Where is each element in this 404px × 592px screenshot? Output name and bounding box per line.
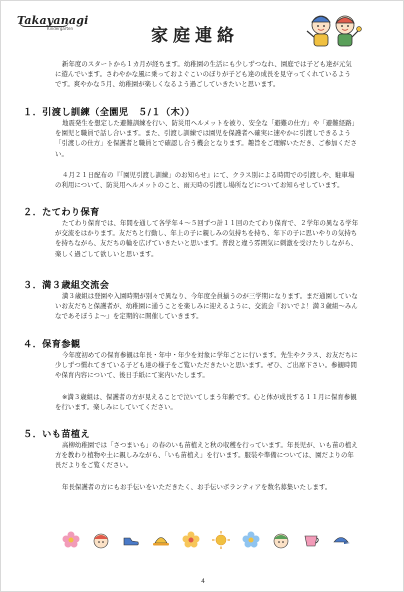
section-4-paragraph-1: 今年度初めての保育参観は年長・年中・年少を対象に学年ごとに行います。先生やクラス、お友だちに少しずつ慣れてきている子ども達の様子をご覧いただきたいと思います。ぜひ、ご出席下さい。参観時間や保育内容について、後日手紙にて案内いたします。 (55, 351, 358, 380)
section-4-paragraph-2: ※満３歳組は、保護者の方が見えることで泣いてしまう年齢です。心と体が成長する１１月に保育参観を行います。楽しみにしていてください。 (55, 393, 357, 412)
intro-paragraph: 新年度のスタートから１カ月が経ちます。幼稚園の生活にも少しずつなれ、園庭では子ども達が元気に遊んでいます。さわやかな風に乗っておよぐこいのぼりが子ども達の成長を見守ってくれているようです。爽やかな５月、幼稚園が楽しくなるよう過ごしていきたいと思います。 (55, 60, 352, 89)
section-title-1: １．引渡し訓練（全園児 ５/１（木）） (23, 107, 195, 118)
section-title-5: ５．いも苗植え (23, 429, 91, 440)
section-5-paragraph-2: 年長保護者の方にもお手伝いをいただきたく、お手伝いボランティアを数名募集いたします。 (62, 483, 332, 491)
child-face-icon (271, 530, 291, 550)
logo-subtitle: Kindergarten (47, 26, 74, 31)
section-5-paragraph-1: 高柳幼稚園では「さつまいも」の春のいも苗植えと秋の収穫を行っています。年長児が、いも苗の植え方を教わり植物や土に親しみながら、「いも苗植え」を行います。服装や準備については、園だよりの年長だよりをご覧ください。 (55, 441, 358, 470)
section-1-paragraph-1: 地震発生を想定した避難訓練を行い、防災用ヘルメットを被り、安全な「避難の仕方」や「避難経路」を園児と職員で話し合います。また、引渡し訓練では園児を保護者へ確実に速やかに引渡しできるよう「引渡しの仕方」を保護者と職員とで確認し合う機会となります。趣旨をご理解いただき、ご参加ください。 (55, 119, 359, 158)
kids-illustration-icon (301, 9, 365, 51)
section-title-4: ４．保育参観 (23, 339, 81, 350)
logo (17, 9, 89, 37)
section-title-3: ３．満３歳組交流会 (23, 280, 110, 291)
section-1-paragraph-2: ４月２１日配布の『「園児引渡し訓練」のお知らせ』にて、クラス別による時間での引渡しや、駐車場の利用について、防災用ヘルメットのこと、雨天時の引渡し場所などについてお知らせしています。 (55, 171, 355, 190)
cap-icon (331, 530, 351, 550)
flower-icon (181, 530, 201, 550)
footer-decorations (61, 529, 351, 551)
page-title: 家庭連絡 (151, 26, 239, 46)
section-title-2: ２．たてわり保育 (23, 207, 100, 218)
section-3-paragraph-1: 満３歳組は登園や入園時期が別々で異なり、今年度全員揃うのが三学期になります。まだ通園していないお友だちと保護者が、幼稚園に通うことを楽しみに迎えるように、交流会『おいでよ！満３歳組～みんなであそぼうよ～』を定期的に開催していきます。 (55, 292, 358, 321)
shoe-icon (121, 530, 141, 550)
flower-icon (241, 530, 261, 550)
logo-text: Takayanagi (17, 14, 89, 27)
cup-icon (301, 530, 321, 550)
flower-icon (61, 530, 81, 550)
hat-icon (151, 530, 171, 550)
section-2-paragraph-1: たてわり保育では、年間を通して各学年４～５回ずつ計１１回のたてわり保育で、２学年の異なる学年が交流をはかります。友だちと行動し、年上の子に親しみの気持ちを持ち、年下の子に思いやりの気持ちを持ちながら、友だちの輪を広げていきたいと思います。普段と違う雰囲気に刺激を受けたりしながら、楽しく過ごして欲しいと思います。 (55, 219, 359, 258)
sun-icon (211, 530, 231, 550)
page-number: 4 (201, 578, 205, 585)
child-face-icon (91, 530, 111, 550)
